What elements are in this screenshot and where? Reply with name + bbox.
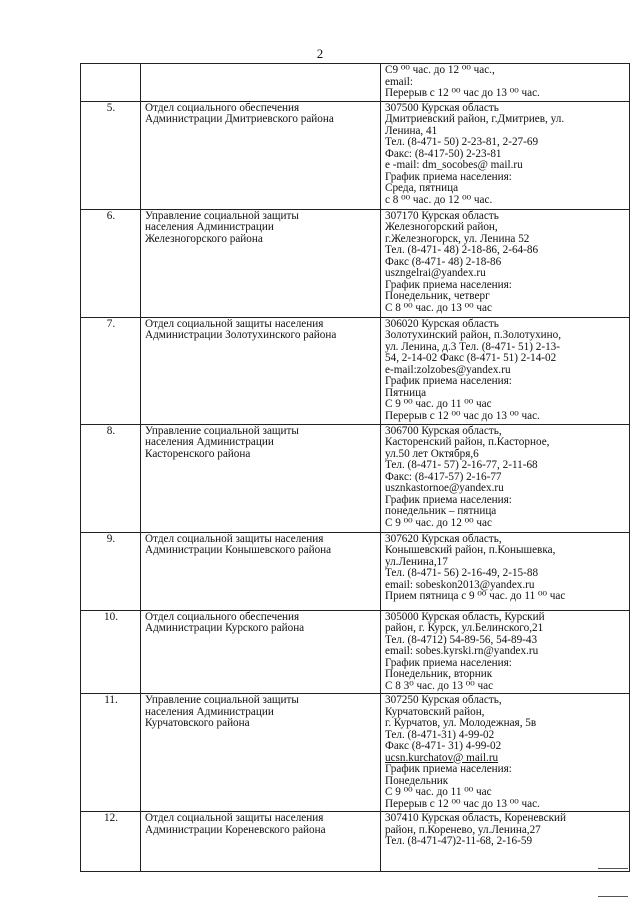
contact-line: e-mail:zolzobes@yandex.ru	[385, 363, 511, 376]
contact-line: С9 ⁰⁰ час. до 12 ⁰⁰ час.,	[385, 64, 495, 76]
contact-line: Конышевский район, п.Конышевка,	[385, 544, 556, 556]
office-name-cell	[141, 209, 381, 317]
contact-line: 305000 Курская область, Курский	[385, 610, 545, 623]
row-number: 6.	[81, 209, 141, 317]
office-name-line: Железногорского района	[145, 232, 263, 245]
contact-line: Касторенский район, п.Касторное,	[385, 436, 550, 448]
office-name-line: Отдел социального обеспечения	[145, 101, 300, 114]
row-number: 11.	[81, 694, 141, 812]
contact-line: 307620 Курская область,	[385, 532, 502, 545]
contact-line: Факс: (8-417-57) 2-16-77	[385, 470, 502, 483]
contact-line: Перерыв с 12 ⁰⁰ час до 13 ⁰⁰ час.	[385, 409, 540, 422]
contact-line: Тел. (8-471-31) 4-99-02	[385, 728, 495, 741]
contact-line: 54, 2-14-02 Факс (8-471- 51) 2-14-02	[385, 352, 557, 364]
offices-table	[80, 63, 630, 872]
contact-line: 307500 Курская область	[385, 101, 499, 114]
contact-line: Тел. (8-471-47)2-11-68, 2-16-59	[385, 835, 533, 847]
office-contacts-cell	[381, 694, 630, 812]
office-name-cell	[141, 610, 381, 694]
contact-line: С 8 3⁰ час. до 13 ⁰⁰ час	[385, 679, 494, 692]
office-contacts-cell	[381, 532, 630, 610]
table-row	[81, 694, 630, 812]
contact-line: Железногорский район,	[385, 221, 498, 233]
contact-line: График приема населения:	[385, 278, 512, 291]
contact-line: Перерыв с 12 ⁰⁰ час до 13 ⁰⁰ час.	[385, 797, 540, 810]
contact-line: Золотухинский район, п.Золотухино,	[385, 329, 562, 341]
contact-line: 306020 Курская область	[385, 317, 499, 330]
office-name-cell	[141, 101, 381, 209]
contact-line: Тел. (8-471- 57) 2-16-77, 2-11-68	[385, 459, 538, 471]
table-row	[81, 64, 630, 102]
office-name-line: Управление социальной защиты	[145, 694, 299, 706]
office-name-line: населения Администрации	[145, 705, 274, 718]
row-number: 12.	[81, 812, 141, 872]
contact-line: Понедельник	[385, 774, 449, 787]
contact-line: 306700 Курская область,	[385, 424, 502, 437]
contact-line: ул. Ленина, д.3 Тел. (8-471- 51) 2-13-	[385, 340, 560, 353]
office-name-cell	[141, 812, 381, 872]
office-name-line: Отдел социальной защиты населения	[145, 317, 324, 330]
contact-line: Тел. (8-471- 56) 2-16-49, 2-15-88	[385, 567, 539, 579]
contact-line: email:	[385, 75, 413, 88]
contact-line: район, п.Коренево, ул.Ленина,27	[385, 823, 541, 836]
table-row	[81, 101, 630, 209]
office-name-line: Администрации Кореневского района	[145, 823, 326, 836]
contact-line: Прием пятница с 9 ⁰⁰ час. до 11 ⁰⁰ час	[385, 590, 566, 602]
office-contacts-cell	[381, 812, 630, 872]
contact-line: С 9 ⁰⁰ час. до 11 ⁰⁰ час	[385, 786, 492, 798]
contact-line: 307410 Курская область, Кореневский	[385, 812, 567, 824]
table-row	[81, 209, 630, 317]
contact-line: 307170 Курская область	[385, 209, 499, 222]
table-row	[81, 532, 630, 610]
contact-line: С 9 ⁰⁰ час. до 11 ⁰⁰ час	[385, 398, 492, 410]
margin-mark	[598, 896, 628, 897]
page-number: 2	[316, 46, 324, 61]
office-name-line: Отдел социального обеспечения	[145, 610, 300, 623]
table-row	[81, 610, 630, 694]
office-name-line: Администрации Курского района	[145, 622, 305, 634]
contact-line: email: sobes.kyrski.rn@yandex.ru	[385, 645, 539, 657]
contact-line: Дмитриевский район, г.Дмитриев, ул.	[385, 113, 565, 125]
office-contacts-cell	[381, 317, 630, 424]
contact-line: г. Курчатов, ул. Молодежная, 5в	[385, 717, 537, 729]
contact-line: 307250 Курская область,	[385, 694, 502, 706]
office-name-cell	[141, 424, 381, 532]
office-name-line: Отдел социальной защиты населения	[145, 812, 324, 824]
offices-table-body	[81, 64, 630, 872]
contact-line: Понедельник, четверг	[385, 290, 490, 302]
contact-line: e -mail: dm_socobes@ mail.ru	[385, 159, 523, 171]
office-name-line: Управление социальной защиты	[145, 424, 299, 437]
office-name-line: Администрации Золотухинского района	[145, 329, 337, 341]
contact-line: понедельник – пятница	[385, 505, 497, 517]
row-number: 8.	[81, 424, 141, 532]
office-contacts-cell	[381, 64, 630, 102]
office-name-line: Отдел социальной защиты населения	[145, 532, 324, 545]
contact-line: Факс (8-471- 31) 4-99-02	[385, 740, 502, 752]
row-number	[81, 64, 141, 102]
contact-line: г.Железногорск, ул. Ленина 52	[385, 232, 530, 245]
office-contacts-cell	[381, 209, 630, 317]
contact-line: Перерыв с 12 ⁰⁰ час до 13 ⁰⁰ час.	[385, 87, 540, 99]
table-row	[81, 317, 630, 424]
office-name-line: Курчатовского района	[145, 717, 250, 729]
office-name-line: Управление социальной защиты	[145, 209, 299, 222]
row-number: 7.	[81, 317, 141, 424]
contact-line: ул.Ленина,17	[385, 555, 448, 568]
contact-line: ул.50 лет Октября,6	[385, 447, 479, 460]
row-number: 10.	[81, 610, 141, 694]
office-name-line: Администрации Дмитриевского района	[145, 113, 334, 125]
office-contacts-cell	[381, 424, 630, 532]
office-name-cell	[141, 694, 381, 812]
contact-line: Тел. (8-471- 48) 2-18-86, 2-64-86	[385, 244, 539, 256]
contact-line: Тел. (8-471- 50) 2-23-81, 2-27-69	[385, 136, 539, 148]
contact-line: Факс (8-471- 48) 2-18-86	[385, 255, 502, 268]
contact-line: С 8 ⁰⁰ час. до 13 ⁰⁰ час	[385, 301, 492, 314]
row-number: 9.	[81, 532, 141, 610]
office-name-line: населения Администрации	[145, 221, 274, 233]
contact-line: Курчатовский район,	[385, 705, 485, 718]
contact-line: График приема населения:	[385, 170, 512, 183]
office-name-line: населения Администрации	[145, 436, 274, 448]
table-row	[81, 812, 630, 872]
table-row	[81, 424, 630, 532]
contact-line: График приема населения:	[385, 656, 512, 669]
contact-line: Факс: (8-417-50) 2-23-81	[385, 147, 502, 160]
contact-line: Тел. (8-4712) 54-89-56, 54-89-43	[385, 633, 538, 646]
office-name-cell	[141, 532, 381, 610]
office-name-cell	[141, 317, 381, 424]
office-name-cell	[141, 64, 381, 102]
row-number: 5.	[81, 101, 141, 209]
contact-line: График приема населения:	[385, 493, 512, 506]
contact-line: Понедельник, вторник	[385, 668, 493, 680]
contact-line: с 8 ⁰⁰ час. до 12 ⁰⁰ час.	[385, 193, 493, 206]
contact-line: Пятница	[385, 386, 427, 399]
contact-line: График приема населения:	[385, 763, 512, 775]
margin-mark	[598, 868, 628, 869]
contact-line: Ленина, 41	[385, 124, 438, 137]
office-contacts-cell	[381, 610, 630, 694]
office-name-line: Касторенского района	[145, 447, 251, 460]
contact-line: email: sobeskon2013@yandex.ru	[385, 578, 535, 591]
contact-line: uszngelrai@yandex.ru	[385, 267, 486, 279]
office-contacts-cell	[381, 101, 630, 209]
contact-line: ucsn.kurchatov@ mail.ru	[385, 751, 499, 764]
contact-line: район, г. Курск, ул.Белинского,21	[385, 622, 544, 634]
contact-line: С 9 ⁰⁰ час. до 12 ⁰⁰ час	[385, 516, 492, 529]
contact-line: Среда, пятница	[385, 182, 459, 194]
contact-line: График приема населения:	[385, 375, 512, 387]
office-name-line: Администрации Конышевского района	[145, 544, 332, 556]
contact-line: usznkastornoe@yandex.ru	[385, 482, 504, 494]
